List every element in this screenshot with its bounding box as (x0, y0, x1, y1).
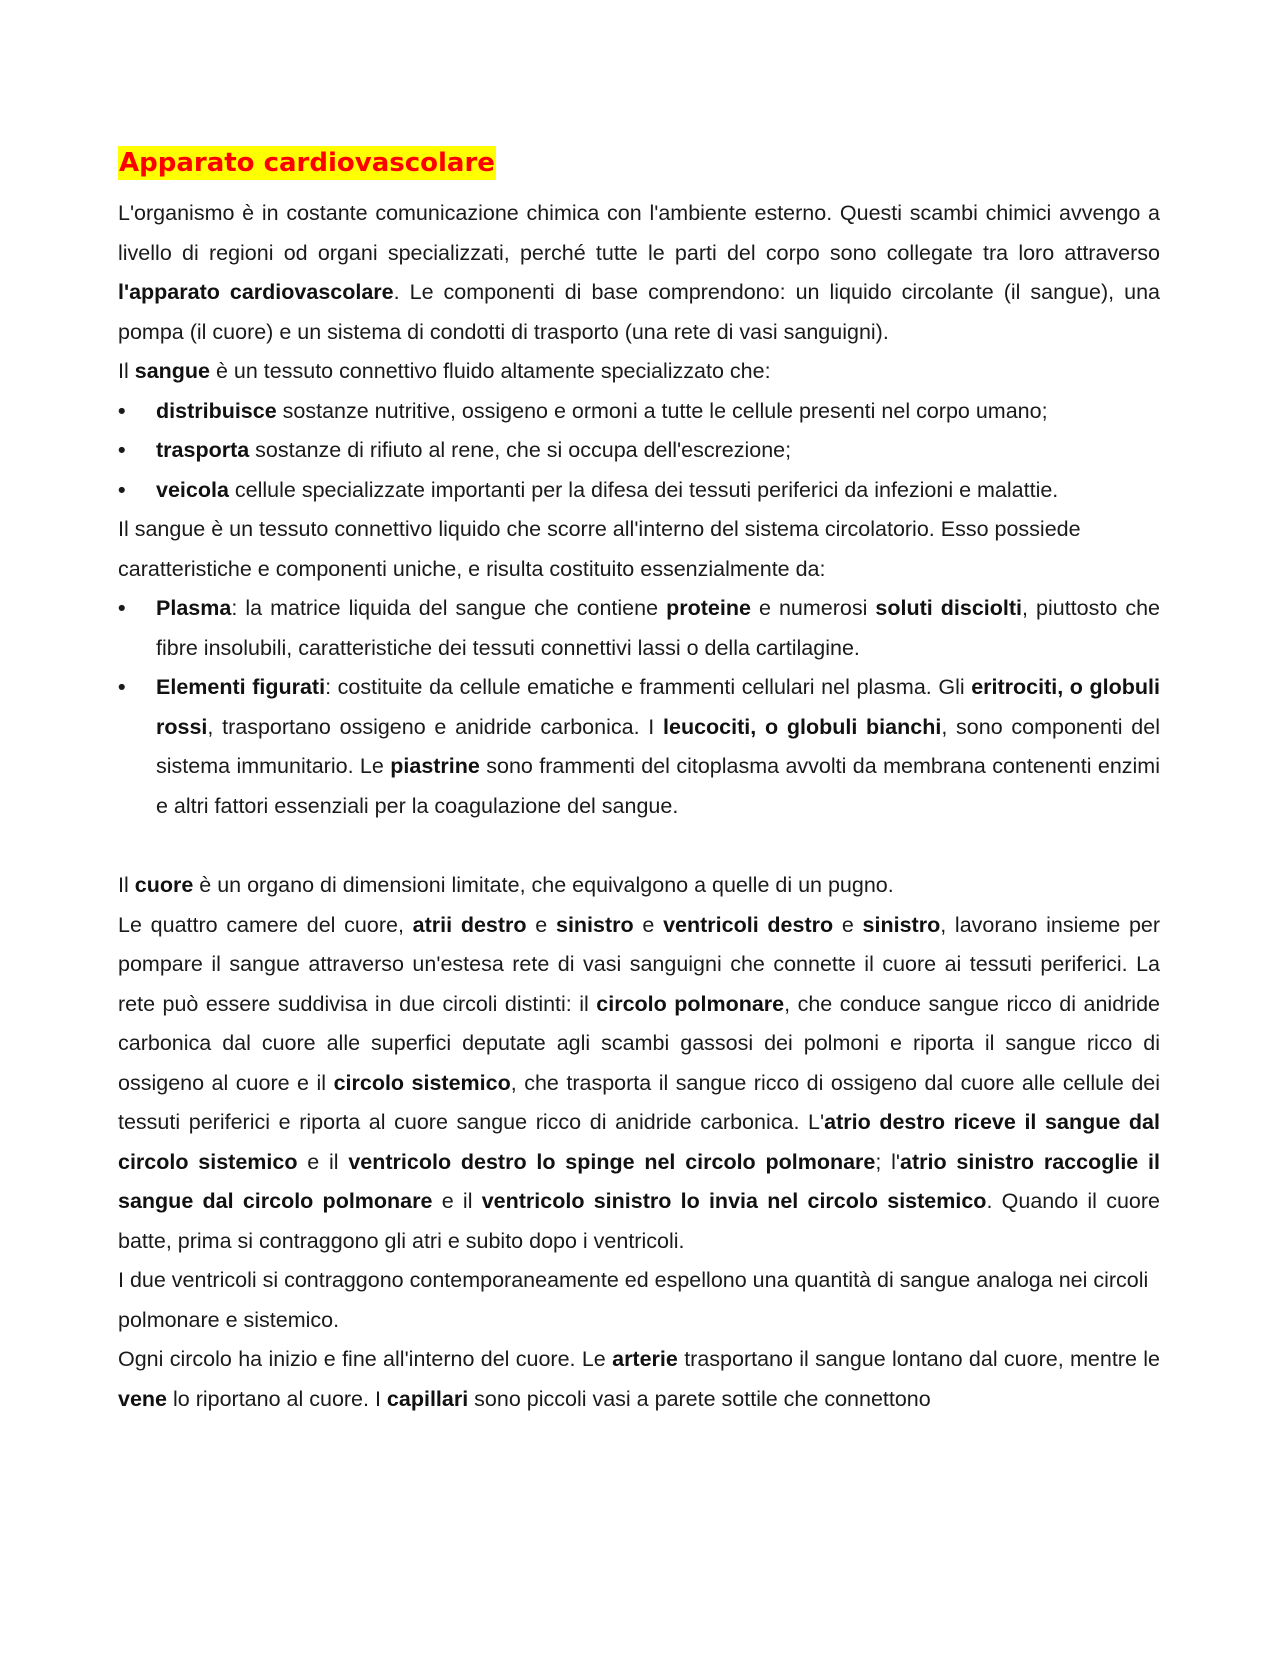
sangue-functions-list (118, 392, 1160, 511)
bullet-icon: • (118, 438, 126, 462)
cuore-intro-paragraph: Il cuore è un organo di dimensioni limitate, che equivalgono a quelle di un pugno. (118, 873, 894, 897)
list-item: • distribuisce sostanze nutritive, ossigeno e ormoni a tutte le cellule presenti nel corpo umano; (118, 392, 1160, 432)
sangue-composition-paragraph: Il sangue è un tessuto connettivo liquido che scorre all'interno del sistema circolatorio. Esso possiede caratteristiche e componenti uniche, e risulta costituito essenzialmente da: (118, 517, 1081, 581)
bullet-icon: • (118, 398, 126, 423)
bullet-icon: • (118, 596, 126, 620)
document-title: Apparato cardiovascolare (119, 148, 495, 178)
document-page (118, 146, 1160, 1419)
cuore-chambers-paragraph: Le quattro camere del cuore, atrii destro e sinistro e ventricoli destro e sinistro, lavorano insieme per pompare il sangue attraverso un'estesa rete di vasi sanguigni che connette il cuore ai tessuti periferici. La rete può essere suddivisa in due circoli distinti: il circolo polmonare, che conduce sangue ricco di anidride carbonica dal cuore alle superfici deputate agli scambi gassosi dei polmoni e riporta il sangue ricco di ossigeno al cuore e il circolo sistemico, che trasporta il sangue ricco di ossigeno dal cuore alle cellule dei tessuti periferici e riporta al cuore sangue ricco di anidride carbonica. L'atrio destro riceve il sangue dal circolo sistemico e il ventricolo destro lo spinge nel circolo polmonare; l'atrio sinistro raccoglie il sangue dal circolo polmonare e il ventricolo sinistro lo invia nel circolo sistemico. Quando il cuore batte, prima si contraggono gli atri e subito dopo i ventricoli. (118, 912, 1161, 1253)
ventricoli-paragraph: I due ventricoli si contraggono contemporaneamente ed espellono una quantità di sangue analoga nei circoli polmonare e sistemico. (118, 1268, 1149, 1332)
circoli-paragraph: Ogni circolo ha inizio e fine all'interno del cuore. Le arterie trasportano il sangue lontano dal cuore, mentre le vene lo riportano al cuore. I capillari sono piccoli vasi a parete sottile che connettono (118, 1347, 1160, 1411)
sangue-intro-paragraph: Il sangue è un tessuto connettivo fluido altamente specializzato che: (118, 359, 771, 383)
list-item: • Elementi figurati: costituite da cellule ematiche e frammenti cellulari nel plasma. Gli eritrociti, o globuli rossi, trasportano ossigeno e anidride carbonica. I leucociti, o globuli bianchi, sono componenti del sistema immunitario. Le piastrine sono frammenti del citoplasma avvolti da membrana contenenti enzimi e altri fattori essenziali per la coagulazione del sangue. (118, 668, 1160, 826)
bullet-icon: • (118, 477, 126, 502)
intro-paragraph: L'organismo è in costante comunicazione chimica con l'ambiente esterno. Questi scambi chimici avvengo a livello di regioni od organi specializzati, perché tutte le parti del corpo sono collegate tra loro attraverso l'apparato cardiovascolare. Le componenti di base comprendono: un liquido circolante (il sangue), una pompa (il cuore) e un sistema di condotti di trasporto (una rete di vasi sanguigni). (118, 201, 1160, 344)
paragraph-spacer (118, 826, 1160, 866)
bullet-icon: • (118, 675, 126, 699)
sangue-components-list (118, 589, 1160, 826)
list-item: • Plasma: la matrice liquida del sangue che contiene proteine e numerosi soluti disciolti, piuttosto che fibre insolubili, caratteristiche dei tessuti connettivi lassi o della cartilagine. (118, 589, 1160, 668)
list-item: • trasporta sostanze di rifiuto al rene, che si occupa dell'escrezione; (118, 431, 1160, 471)
list-item: • veicola cellule specializzate importanti per la difesa dei tessuti periferici da infezioni e malattie. (118, 471, 1160, 511)
